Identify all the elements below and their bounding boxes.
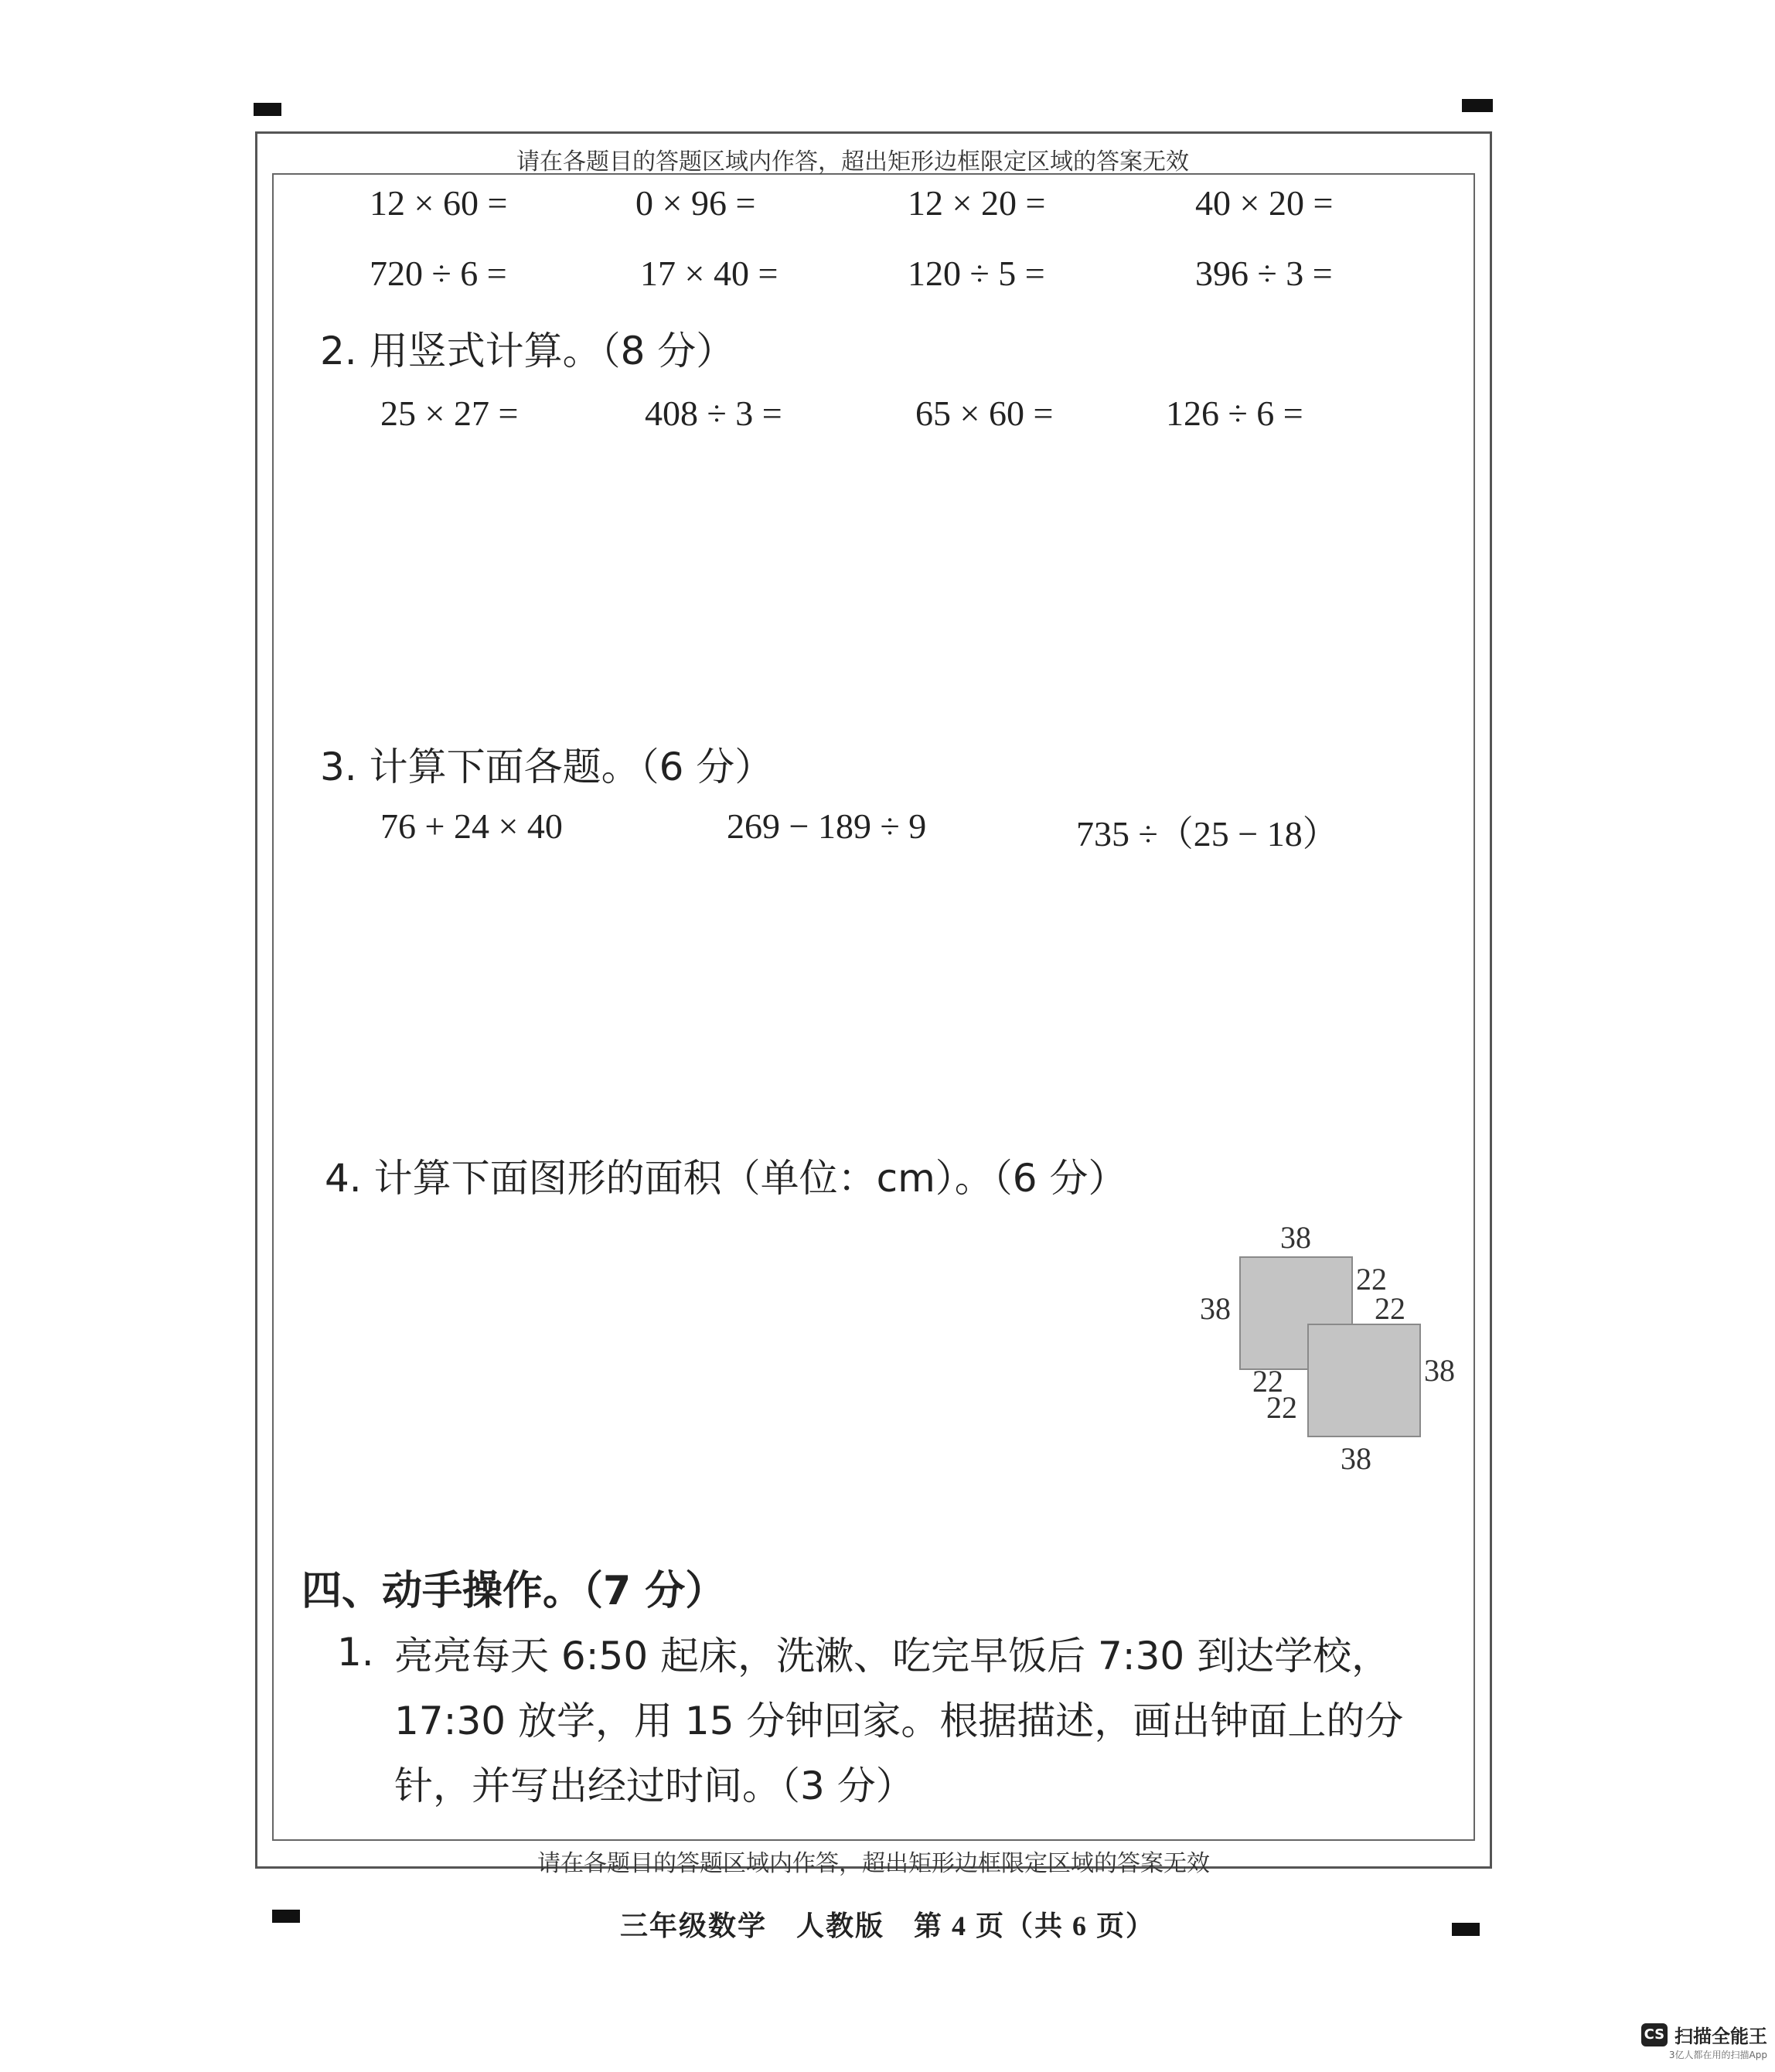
scanner-watermark — [1641, 2021, 1767, 2061]
mixed-calc-item: 269 − 189 ÷ 9 — [727, 806, 927, 846]
question-2-title: 2. 用竖式计算。（8 分） — [320, 329, 735, 373]
label-top: 38 — [1280, 1220, 1311, 1255]
question-4-title: 4. 计算下面图形的面积（单位：cm）。（6 分） — [325, 1156, 1127, 1201]
section-4-title: 四、动手操作。（7 分） — [302, 1568, 726, 1614]
label-right-upper: 22 — [1356, 1262, 1387, 1297]
registration-mark-top-right — [1462, 99, 1493, 112]
registration-mark-top-left — [254, 103, 281, 116]
mixed-calc-item: 76 + 24 × 40 — [380, 806, 563, 846]
label-left: 38 — [1200, 1291, 1231, 1326]
vertical-calc-item: 408 ÷ 3 = — [645, 394, 782, 433]
label-left-lower-2: 22 — [1266, 1390, 1297, 1425]
label-right: 38 — [1424, 1353, 1455, 1388]
oral-item: 720 ÷ 6 = — [370, 254, 507, 293]
oral-item: 12 × 20 = — [908, 183, 1046, 223]
page-footer: 三年级数学 人教版 第 4 页（共 6 页） — [619, 1910, 1155, 1941]
oral-item: 12 × 60 = — [370, 183, 508, 223]
section-4-q1-number: 1. — [337, 1630, 374, 1675]
oral-item: 40 × 20 = — [1195, 183, 1334, 223]
scanner-name: 扫描全能王 — [1674, 2026, 1767, 2047]
question-3-title: 3. 计算下面各题。（6 分） — [320, 745, 774, 789]
oral-item: 0 × 96 = — [635, 183, 756, 223]
scanner-logo: CS — [1641, 2023, 1668, 2046]
section-4-q1-text: 亮亮每天 6:50 起床，洗漱、吃完早饭后 7:30 到达学校，17:30 放学，用 15 分钟回家。根据描述，画出钟面上的分针，并写出经过时间。（3 分） — [394, 1634, 1404, 1808]
oral-item: 17 × 40 = — [640, 254, 778, 293]
label-right-upper-2: 22 — [1375, 1291, 1405, 1326]
label-bottom: 38 — [1341, 1441, 1371, 1476]
vertical-calc-item: 25 × 27 = — [380, 394, 519, 433]
area-figure — [1183, 1214, 1477, 1484]
footer-notice: 请在各题目的答题区域内作答，超出矩形边框限定区域的答案无效 — [537, 1851, 1210, 1876]
figure-square-lower — [1308, 1324, 1420, 1436]
oral-item: 120 ÷ 5 = — [908, 254, 1045, 293]
vertical-calc-item: 65 × 60 = — [915, 394, 1054, 433]
mixed-calc-item: 735 ÷（25 − 18） — [1076, 814, 1338, 854]
scanner-tagline: 3亿人都在用的扫描App — [1668, 2050, 1767, 2060]
label-left-lower: 22 — [1252, 1364, 1283, 1399]
vertical-calc-item: 126 ÷ 6 = — [1166, 394, 1303, 433]
header-notice: 请在各题目的答题区域内作答，超出矩形边框限定区域的答案无效 — [516, 149, 1189, 175]
oral-item: 396 ÷ 3 = — [1195, 254, 1333, 293]
